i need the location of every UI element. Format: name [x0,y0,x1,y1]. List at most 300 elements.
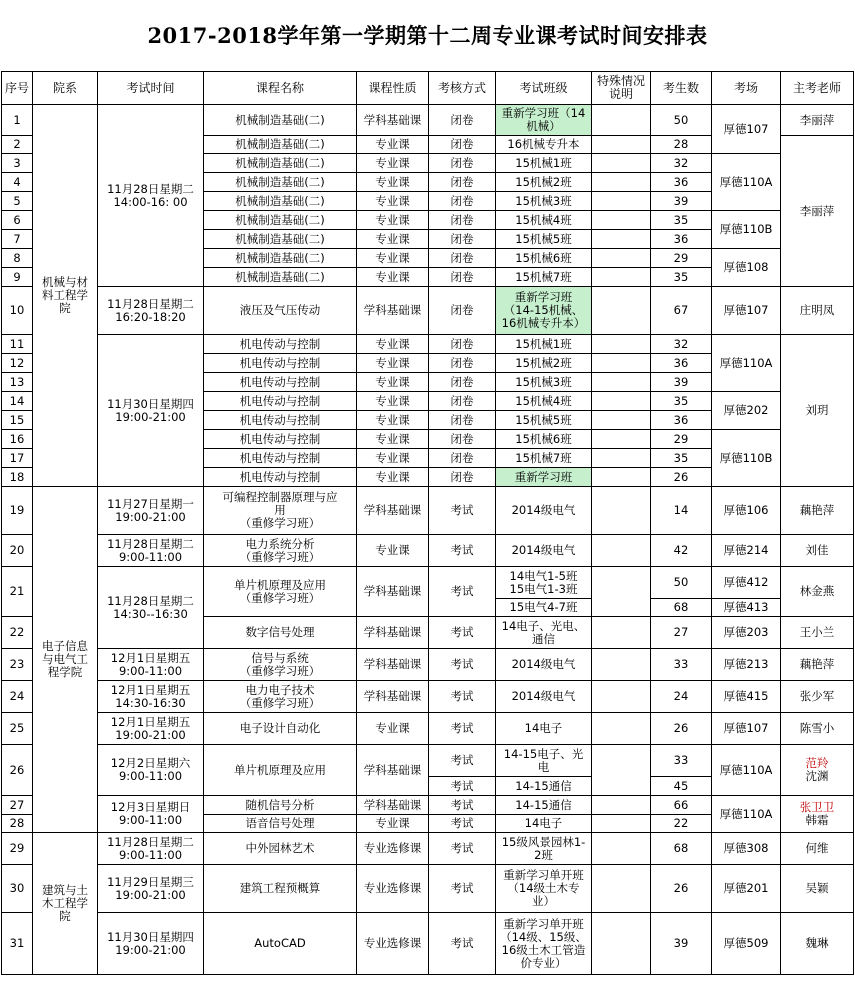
examiner: 藕艳萍 [781,487,854,535]
course-nature: 专业课 [357,173,429,192]
exam-method: 闭卷 [429,287,496,335]
course-name: 机械制造基础(二) [204,136,357,154]
exam-method: 闭卷 [429,105,496,136]
student-count: 42 [651,535,712,567]
course-nature: 学科基础课 [357,287,429,335]
exam-method: 闭卷 [429,335,496,354]
student-count: 26 [651,468,712,487]
header-cell: 特殊情况 说明 [592,72,651,105]
row-number: 20 [2,535,33,567]
row-number: 15 [2,411,33,430]
exam-class: 15机械2班 [496,354,592,373]
exam-method: 闭卷 [429,373,496,392]
table-row [2,796,854,815]
student-count: 35 [651,211,712,230]
exam-class: 16机械专升本 [496,136,592,154]
special-note [592,796,651,815]
course-nature: 专业课 [357,354,429,373]
special-note [592,865,651,913]
course-name: 机电传动与控制 [204,411,357,430]
special-note [592,192,651,211]
header-cell: 考试班级 [496,72,592,105]
examiner: 张少军 [781,681,854,713]
student-count: 39 [651,373,712,392]
exam-method: 闭卷 [429,411,496,430]
row-number: 3 [2,154,33,173]
exam-time: 12月3日星期日 9:00-11:00 [98,796,204,833]
course-nature: 专业课 [357,211,429,230]
school-cell: 电子信息 与电气工 程学院 [33,487,98,833]
course-nature: 专业课 [357,392,429,411]
course-name: 随机信号分析 [204,796,357,815]
special-note [592,354,651,373]
student-count: 36 [651,173,712,192]
row-number: 2 [2,136,33,154]
course-nature: 专业选修课 [357,865,429,913]
special-note [592,430,651,449]
course-nature: 专业课 [357,468,429,487]
exam-class: 15电气4-7班 [496,599,592,617]
student-count: 36 [651,230,712,249]
exam-time: 11月27日星期一 19:00-21:00 [98,487,204,535]
student-count: 68 [651,599,712,617]
exam-room: 厚德308 [712,833,781,865]
examiner: 庄明凤 [781,287,854,335]
special-note [592,833,651,865]
table-row [2,833,854,865]
examiner-name: 张卫卫 [799,800,835,814]
table-row [2,713,854,745]
header-cell: 考核方式 [429,72,496,105]
course-name: 数字信号处理 [204,617,357,649]
exam-class: 14电子 [496,713,592,745]
course-name: 液压及气压传动 [204,287,357,335]
special-note [592,154,651,173]
exam-time: 11月28日星期二 16:20-18:20 [98,287,204,335]
exam-room: 厚德415 [712,681,781,713]
header-cell: 考试时间 [98,72,204,105]
exam-time: 11月28日星期二 9:00-11:00 [98,833,204,865]
table-row [2,535,854,567]
exam-room: 厚德107 [712,713,781,745]
special-note [592,136,651,154]
examiner: 何维 [781,833,854,865]
course-name: 机械制造基础(二) [204,105,357,136]
examiner-name: 范羚 [805,756,829,770]
row-number: 18 [2,468,33,487]
special-note [592,173,651,192]
row-number: 10 [2,287,33,335]
special-note [592,268,651,287]
row-number: 1 [2,105,33,136]
course-name: 机械制造基础(二) [204,211,357,230]
course-nature: 专业课 [357,430,429,449]
exam-time: 11月29日星期三 19:00-21:00 [98,865,204,913]
student-count: 36 [651,411,712,430]
table-row [2,649,854,681]
course-name: 信号与系统 （重修学习班） [204,649,357,681]
exam-class: 15机械2班 [496,173,592,192]
exam-class: 2014级电气 [496,487,592,535]
table-row [2,745,854,777]
course-name: 机械制造基础(二) [204,230,357,249]
exam-method: 闭卷 [429,211,496,230]
table-row [2,287,854,335]
student-count: 35 [651,449,712,468]
exam-method: 考试 [429,913,496,975]
exam-class: 2014级电气 [496,681,592,713]
student-count: 33 [651,649,712,681]
exam-class: 15机械4班 [496,211,592,230]
course-name: 中外园林艺术 [204,833,357,865]
exam-method: 闭卷 [429,136,496,154]
school-cell: 机械与材 料工程学 院 [33,105,98,487]
course-nature: 学科基础课 [357,681,429,713]
exam-room: 厚德202 [712,392,781,430]
exam-room: 厚德213 [712,649,781,681]
exam-time: 12月1日星期五 14:30-16:30 [98,681,204,713]
exam-class: 14电子、光电、 通信 [496,617,592,649]
examiner: 藕艳萍 [781,649,854,681]
exam-time: 12月1日星期五 19:00-21:00 [98,713,204,745]
row-number: 9 [2,268,33,287]
row-number: 13 [2,373,33,392]
student-count: 22 [651,815,712,833]
school-cell: 建筑与土 木工程学 院 [33,833,98,975]
course-nature: 专业选修课 [357,913,429,975]
course-nature: 学科基础课 [357,796,429,815]
table-row [2,487,854,535]
exam-class: 14-15通信 [496,796,592,815]
course-name: 机械制造基础(二) [204,154,357,173]
course-nature: 专业课 [357,230,429,249]
course-nature: 专业课 [357,373,429,392]
special-note [592,487,651,535]
course-name: 电子设计自动化 [204,713,357,745]
course-name: 机械制造基础(二) [204,192,357,211]
course-name: 电力电子技术 （重修学习班） [204,681,357,713]
special-note [592,713,651,745]
course-nature: 学科基础课 [357,649,429,681]
row-number: 19 [2,487,33,535]
special-note [592,649,651,681]
special-note [592,392,651,411]
course-nature: 学科基础课 [357,617,429,649]
exam-method: 考试 [429,649,496,681]
exam-class: 重新学习单开班 （14级土木专 业） [496,865,592,913]
exam-class: 15机械3班 [496,373,592,392]
course-name: 语音信号处理 [204,815,357,833]
exam-method: 考试 [429,796,496,815]
course-nature: 专业课 [357,535,429,567]
course-nature: 专业课 [357,249,429,268]
special-note [592,373,651,392]
table-row [2,681,854,713]
student-count: 39 [651,192,712,211]
course-name: 电力系统分析 （重修学习班） [204,535,357,567]
examiner-name: 沈渊 [805,769,829,783]
examiner: 陈雪小 [781,713,854,745]
student-count: 26 [651,865,712,913]
student-count: 50 [651,105,712,136]
row-number: 25 [2,713,33,745]
exam-room: 厚德509 [712,913,781,975]
course-name: 单片机原理及应用 [204,745,357,796]
examiner [781,796,854,833]
course-name: 机电传动与控制 [204,354,357,373]
exam-method: 考试 [429,713,496,745]
exam-method: 闭卷 [429,354,496,373]
special-note [592,567,651,617]
row-number: 24 [2,681,33,713]
exam-method: 闭卷 [429,192,496,211]
course-nature: 学科基础课 [357,567,429,617]
student-count: 66 [651,796,712,815]
examiner: 魏琳 [781,913,854,975]
header-cell: 课程名称 [204,72,357,105]
exam-room: 厚德107 [712,287,781,335]
row-number: 23 [2,649,33,681]
student-count: 35 [651,268,712,287]
row-number: 11 [2,335,33,354]
examiner: 李丽萍 [781,136,854,287]
row-number: 6 [2,211,33,230]
exam-class: 15机械5班 [496,411,592,430]
special-note [592,287,651,335]
exam-method: 考试 [429,535,496,567]
header-row [2,72,854,105]
exam-time: 11月30日星期四 19:00-21:00 [98,335,204,487]
row-number: 27 [2,796,33,815]
exam-time: 11月28日星期二 14:00-16: 00 [98,105,204,287]
examiner: 吴颖 [781,865,854,913]
course-name: 机械制造基础(二) [204,268,357,287]
student-count: 24 [651,681,712,713]
exam-method: 考试 [429,815,496,833]
student-count: 29 [651,249,712,268]
exam-method: 闭卷 [429,392,496,411]
examiner: 刘玥 [781,335,854,487]
student-count: 32 [651,154,712,173]
student-count: 36 [651,354,712,373]
student-count: 45 [651,777,712,796]
student-count: 33 [651,745,712,777]
student-count: 50 [651,567,712,599]
exam-method: 闭卷 [429,154,496,173]
exam-method: 闭卷 [429,249,496,268]
special-note [592,411,651,430]
exam-room: 厚德214 [712,535,781,567]
course-name: 机械制造基础(二) [204,173,357,192]
exam-time: 12月2日星期六 9:00-11:00 [98,745,204,796]
row-number: 7 [2,230,33,249]
student-count: 39 [651,913,712,975]
special-note [592,230,651,249]
course-nature: 专业课 [357,136,429,154]
exam-room: 厚德108 [712,249,781,287]
course-name: 机电传动与控制 [204,335,357,354]
exam-class: 15机械1班 [496,154,592,173]
course-name: 机电传动与控制 [204,373,357,392]
course-nature: 专业课 [357,815,429,833]
student-count: 35 [651,392,712,411]
special-note [592,681,651,713]
row-number: 12 [2,354,33,373]
exam-class: 2014级电气 [496,649,592,681]
row-number: 5 [2,192,33,211]
exam-method: 考试 [429,487,496,535]
exam-class: 重新学习单开班 （14级、15级、 16级土木工管造 价专业） [496,913,592,975]
row-number: 22 [2,617,33,649]
exam-method: 闭卷 [429,268,496,287]
row-number: 28 [2,815,33,833]
course-nature: 学科基础课 [357,105,429,136]
special-note [592,745,651,796]
student-count: 28 [651,136,712,154]
course-nature: 专业选修课 [357,833,429,865]
table-row [2,105,854,136]
exam-method: 考试 [429,777,496,796]
exam-class: 15机械6班 [496,249,592,268]
exam-room: 厚德110B [712,430,781,487]
course-name: 建筑工程预概算 [204,865,357,913]
exam-method: 闭卷 [429,230,496,249]
exam-time: 12月1日星期五 9:00-11:00 [98,649,204,681]
table-row [2,865,854,913]
table-row [2,335,854,354]
row-number: 8 [2,249,33,268]
special-note [592,105,651,136]
exam-class: 重新学习班 （14-15机械、 16机械专升本） [496,287,592,335]
examiner: 刘佳 [781,535,854,567]
course-nature: 专业课 [357,335,429,354]
special-note [592,617,651,649]
exam-room: 厚德110A [712,335,781,392]
course-name: 单片机原理及应用 （重修学习班） [204,567,357,617]
row-number: 31 [2,913,33,975]
special-note [592,249,651,268]
header-cell: 序号 [2,72,33,105]
schedule-table [1,71,854,975]
row-number: 4 [2,173,33,192]
row-number: 14 [2,392,33,411]
exam-time: 11月30日星期四 19:00-21:00 [98,913,204,975]
exam-room: 厚德203 [712,617,781,649]
special-note [592,449,651,468]
exam-class: 14电子 [496,815,592,833]
course-nature: 学科基础课 [357,745,429,796]
exam-method: 考试 [429,865,496,913]
row-number: 26 [2,745,33,796]
exam-room: 厚德106 [712,487,781,535]
exam-room: 厚德110A [712,154,781,211]
special-note [592,535,651,567]
course-name: 机电传动与控制 [204,392,357,411]
student-count: 29 [651,430,712,449]
exam-room: 厚德110A [712,745,781,796]
page-title: 2017-2018学年第一学期第十二周专业课考试时间安排表 [147,23,708,48]
exam-class: 15机械4班 [496,392,592,411]
header-cell: 院系 [33,72,98,105]
exam-class: 15机械5班 [496,230,592,249]
examiner-name: 韩霜 [805,813,829,827]
course-name: 机械制造基础(二) [204,249,357,268]
course-name: 机电传动与控制 [204,468,357,487]
student-count: 27 [651,617,712,649]
header-cell: 考场 [712,72,781,105]
exam-time: 11月28日星期二 14:30--16:30 [98,567,204,649]
exam-room: 厚德413 [712,599,781,617]
exam-class: 15机械1班 [496,335,592,354]
special-note [592,211,651,230]
special-note [592,815,651,833]
exam-method: 考试 [429,833,496,865]
course-name: 机电传动与控制 [204,449,357,468]
exam-class: 14电气1-5班 15电气1-3班 [496,567,592,599]
student-count: 14 [651,487,712,535]
special-note [592,468,651,487]
course-nature: 专业课 [357,154,429,173]
student-count: 32 [651,335,712,354]
row-number: 21 [2,567,33,617]
exam-room: 厚德110B [712,211,781,249]
exam-class: 14-15电子、光 电 [496,745,592,777]
student-count: 26 [651,713,712,745]
exam-class: 15级风景园林1- 2班 [496,833,592,865]
course-nature: 专业课 [357,449,429,468]
exam-method: 闭卷 [429,173,496,192]
row-number: 16 [2,430,33,449]
examiner [781,745,854,796]
student-count: 68 [651,833,712,865]
examiner: 王小兰 [781,617,854,649]
exam-class: 15机械3班 [496,192,592,211]
exam-method: 闭卷 [429,430,496,449]
exam-method: 考试 [429,567,496,617]
row-number: 30 [2,865,33,913]
course-nature: 专业课 [357,268,429,287]
exam-method: 考试 [429,617,496,649]
student-count: 67 [651,287,712,335]
exam-method: 闭卷 [429,449,496,468]
exam-class: 14-15通信 [496,777,592,796]
course-name: 可编程控制器原理与应 用 （重修学习班） [204,487,357,535]
exam-class: 15机械7班 [496,268,592,287]
course-nature: 学科基础课 [357,487,429,535]
course-nature: 专业课 [357,192,429,211]
exam-room: 厚德110A [712,796,781,833]
course-name: AutoCAD [204,913,357,975]
row-number: 29 [2,833,33,865]
exam-method: 闭卷 [429,468,496,487]
exam-method: 考试 [429,745,496,777]
exam-room: 厚德201 [712,865,781,913]
row-number: 17 [2,449,33,468]
exam-class: 2014级电气 [496,535,592,567]
special-note [592,335,651,354]
exam-class: 15机械6班 [496,430,592,449]
examiner: 林金燕 [781,567,854,617]
table-row [2,913,854,975]
exam-room: 厚德412 [712,567,781,599]
exam-class: 重新学习班（14 机械） [496,105,592,136]
special-note [592,913,651,975]
exam-room: 厚德107 [712,105,781,154]
examiner: 李丽萍 [781,105,854,136]
header-cell: 考生数 [651,72,712,105]
header-cell: 课程性质 [357,72,429,105]
exam-time: 11月28日星期二 9:00-11:00 [98,535,204,567]
